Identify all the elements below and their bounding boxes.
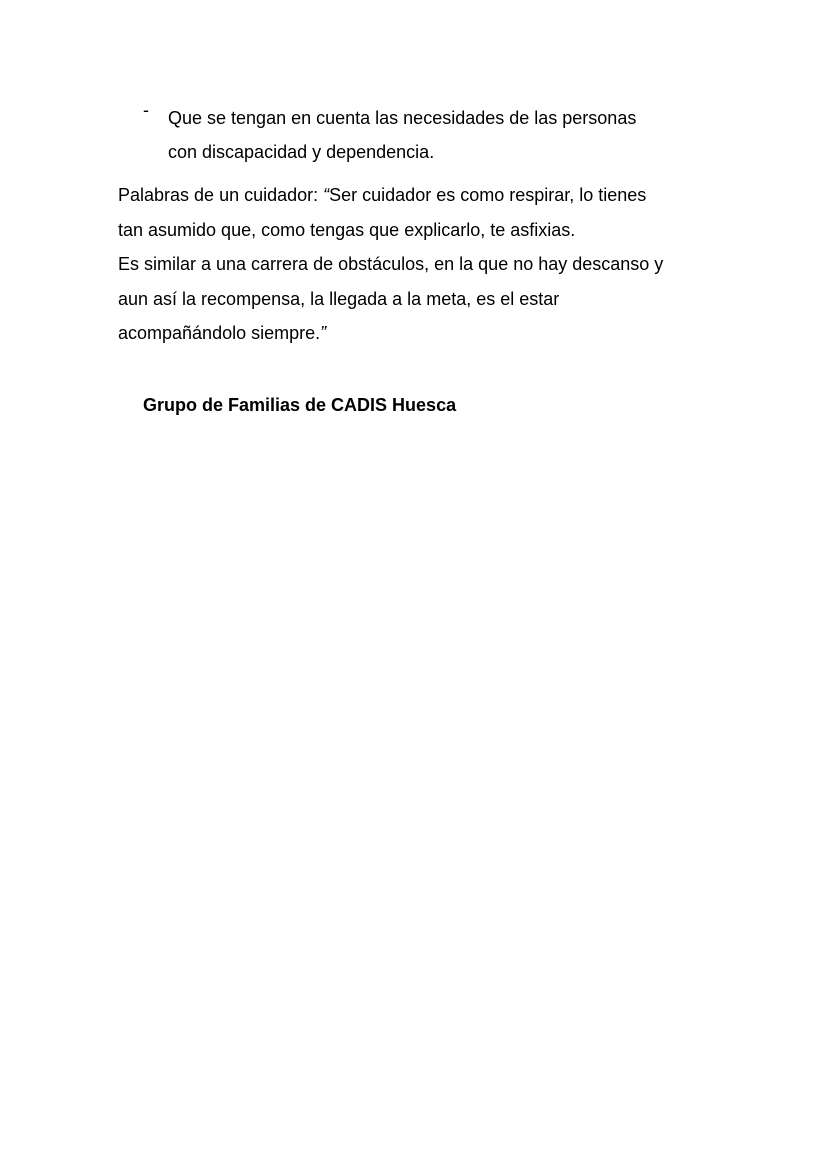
quote-line-5 — [118, 316, 738, 351]
closing-quote-mark: ” — [320, 323, 327, 343]
list-bullet-marker: - — [143, 100, 149, 120]
quote-line-1 — [118, 178, 738, 213]
list-item-line-1: Que se tengan en cuenta las necesidades de las personas — [168, 108, 637, 128]
list-item — [168, 101, 728, 169]
quote-line-3: Es similar a una carrera de obstáculos, en la que no hay descanso y — [118, 254, 664, 274]
quote-line-5-text: acompañándolo siempre. — [118, 323, 321, 343]
caregiver-quote-paragraph — [118, 178, 738, 351]
quote-line-2: tan asumido que, como tengas que explicarlo, te asfixias. — [118, 219, 576, 240]
quote-intro: Palabras de un cuidador: — [118, 185, 324, 205]
opening-quote-mark: “ — [323, 185, 330, 205]
quote-line-1-text: Ser cuidador es como respirar, lo tienes — [329, 185, 647, 205]
list-item-line-2: con discapacidad y dependencia. — [168, 142, 435, 162]
quote-line-4: aun así la recompensa, la llegada a la meta, es el estar — [118, 288, 560, 309]
signature: Grupo de Familias de CADIS Huesca — [143, 395, 457, 415]
